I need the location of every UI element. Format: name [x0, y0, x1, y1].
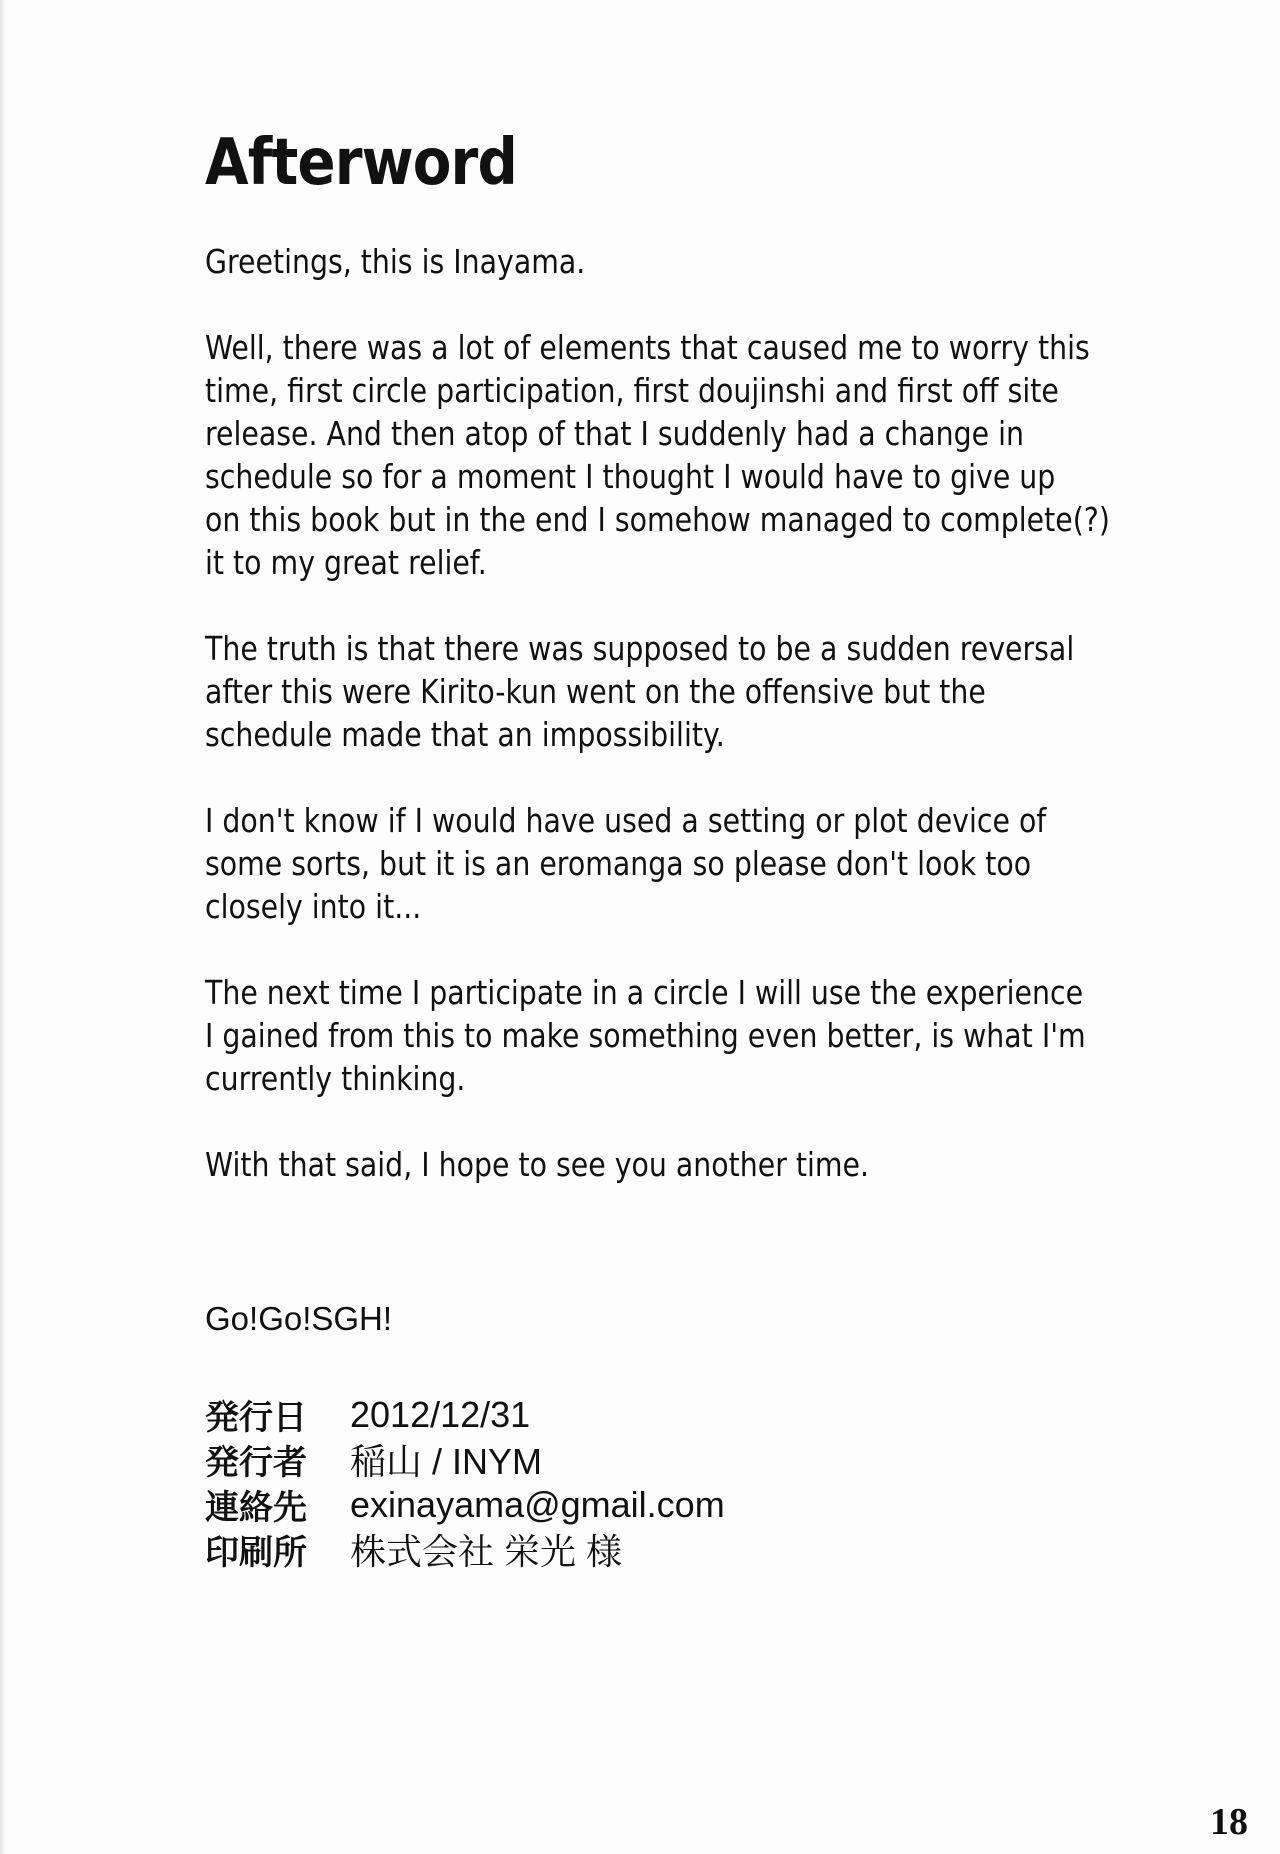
colophon-value: exinayama@gmail.com	[350, 1483, 725, 1525]
colophon	[205, 1392, 725, 1572]
afterword-body	[205, 128, 1205, 1229]
paragraph-next-time: The next time I participate in a circle I will use the experience I gained from this to make something even better, is what I'm currently thinking.	[205, 973, 1086, 1099]
paragraph-greeting: Greetings, this is Inayama.	[205, 242, 586, 282]
colophon-key: 連絡先	[205, 1488, 307, 1528]
colophon-key: 印刷所	[205, 1533, 307, 1573]
paragraph-plot-device: I don't know if I would have used a setting or plot device of some sorts, but it is an eromanga so please don't look too closely into it...	[205, 801, 1047, 927]
colophon-row-publisher	[205, 1437, 725, 1482]
colophon-value: 稲山 / INYM	[350, 1441, 543, 1482]
colophon-row-date	[205, 1392, 725, 1437]
colophon-value: 株式会社 栄光 様	[350, 1531, 623, 1572]
paragraph-reversal: The truth is that there was supposed to be a sudden reversal after this were Kirito-kun went on the offensive but the schedule made that an impossibility.	[205, 629, 1075, 755]
colophon-key: 発行日	[205, 1398, 307, 1438]
colophon-row-printer	[205, 1527, 725, 1572]
colophon-row-contact	[205, 1482, 725, 1527]
page-number: 18	[1210, 1801, 1248, 1843]
paragraph-worries: Well, there was a lot of elements that caused me to worry this time, first circle participation, first doujinshi and first off site release. And then atop of that I suddenly had a change in schedule so for a moment I thought I would have to give up on this book but in the end I somehow managed to complete(?) it to my great relief.	[205, 328, 1110, 583]
page-title: Afterword	[205, 126, 517, 200]
colophon-value: 2012/12/31	[350, 1393, 531, 1435]
colophon-key: 発行者	[205, 1443, 307, 1483]
circle-name: Go!Go!SGH!	[205, 1300, 393, 1337]
scan-edge-shadow	[0, 0, 6, 1854]
paragraph-farewell: With that said, I hope to see you another time.	[205, 1145, 870, 1185]
